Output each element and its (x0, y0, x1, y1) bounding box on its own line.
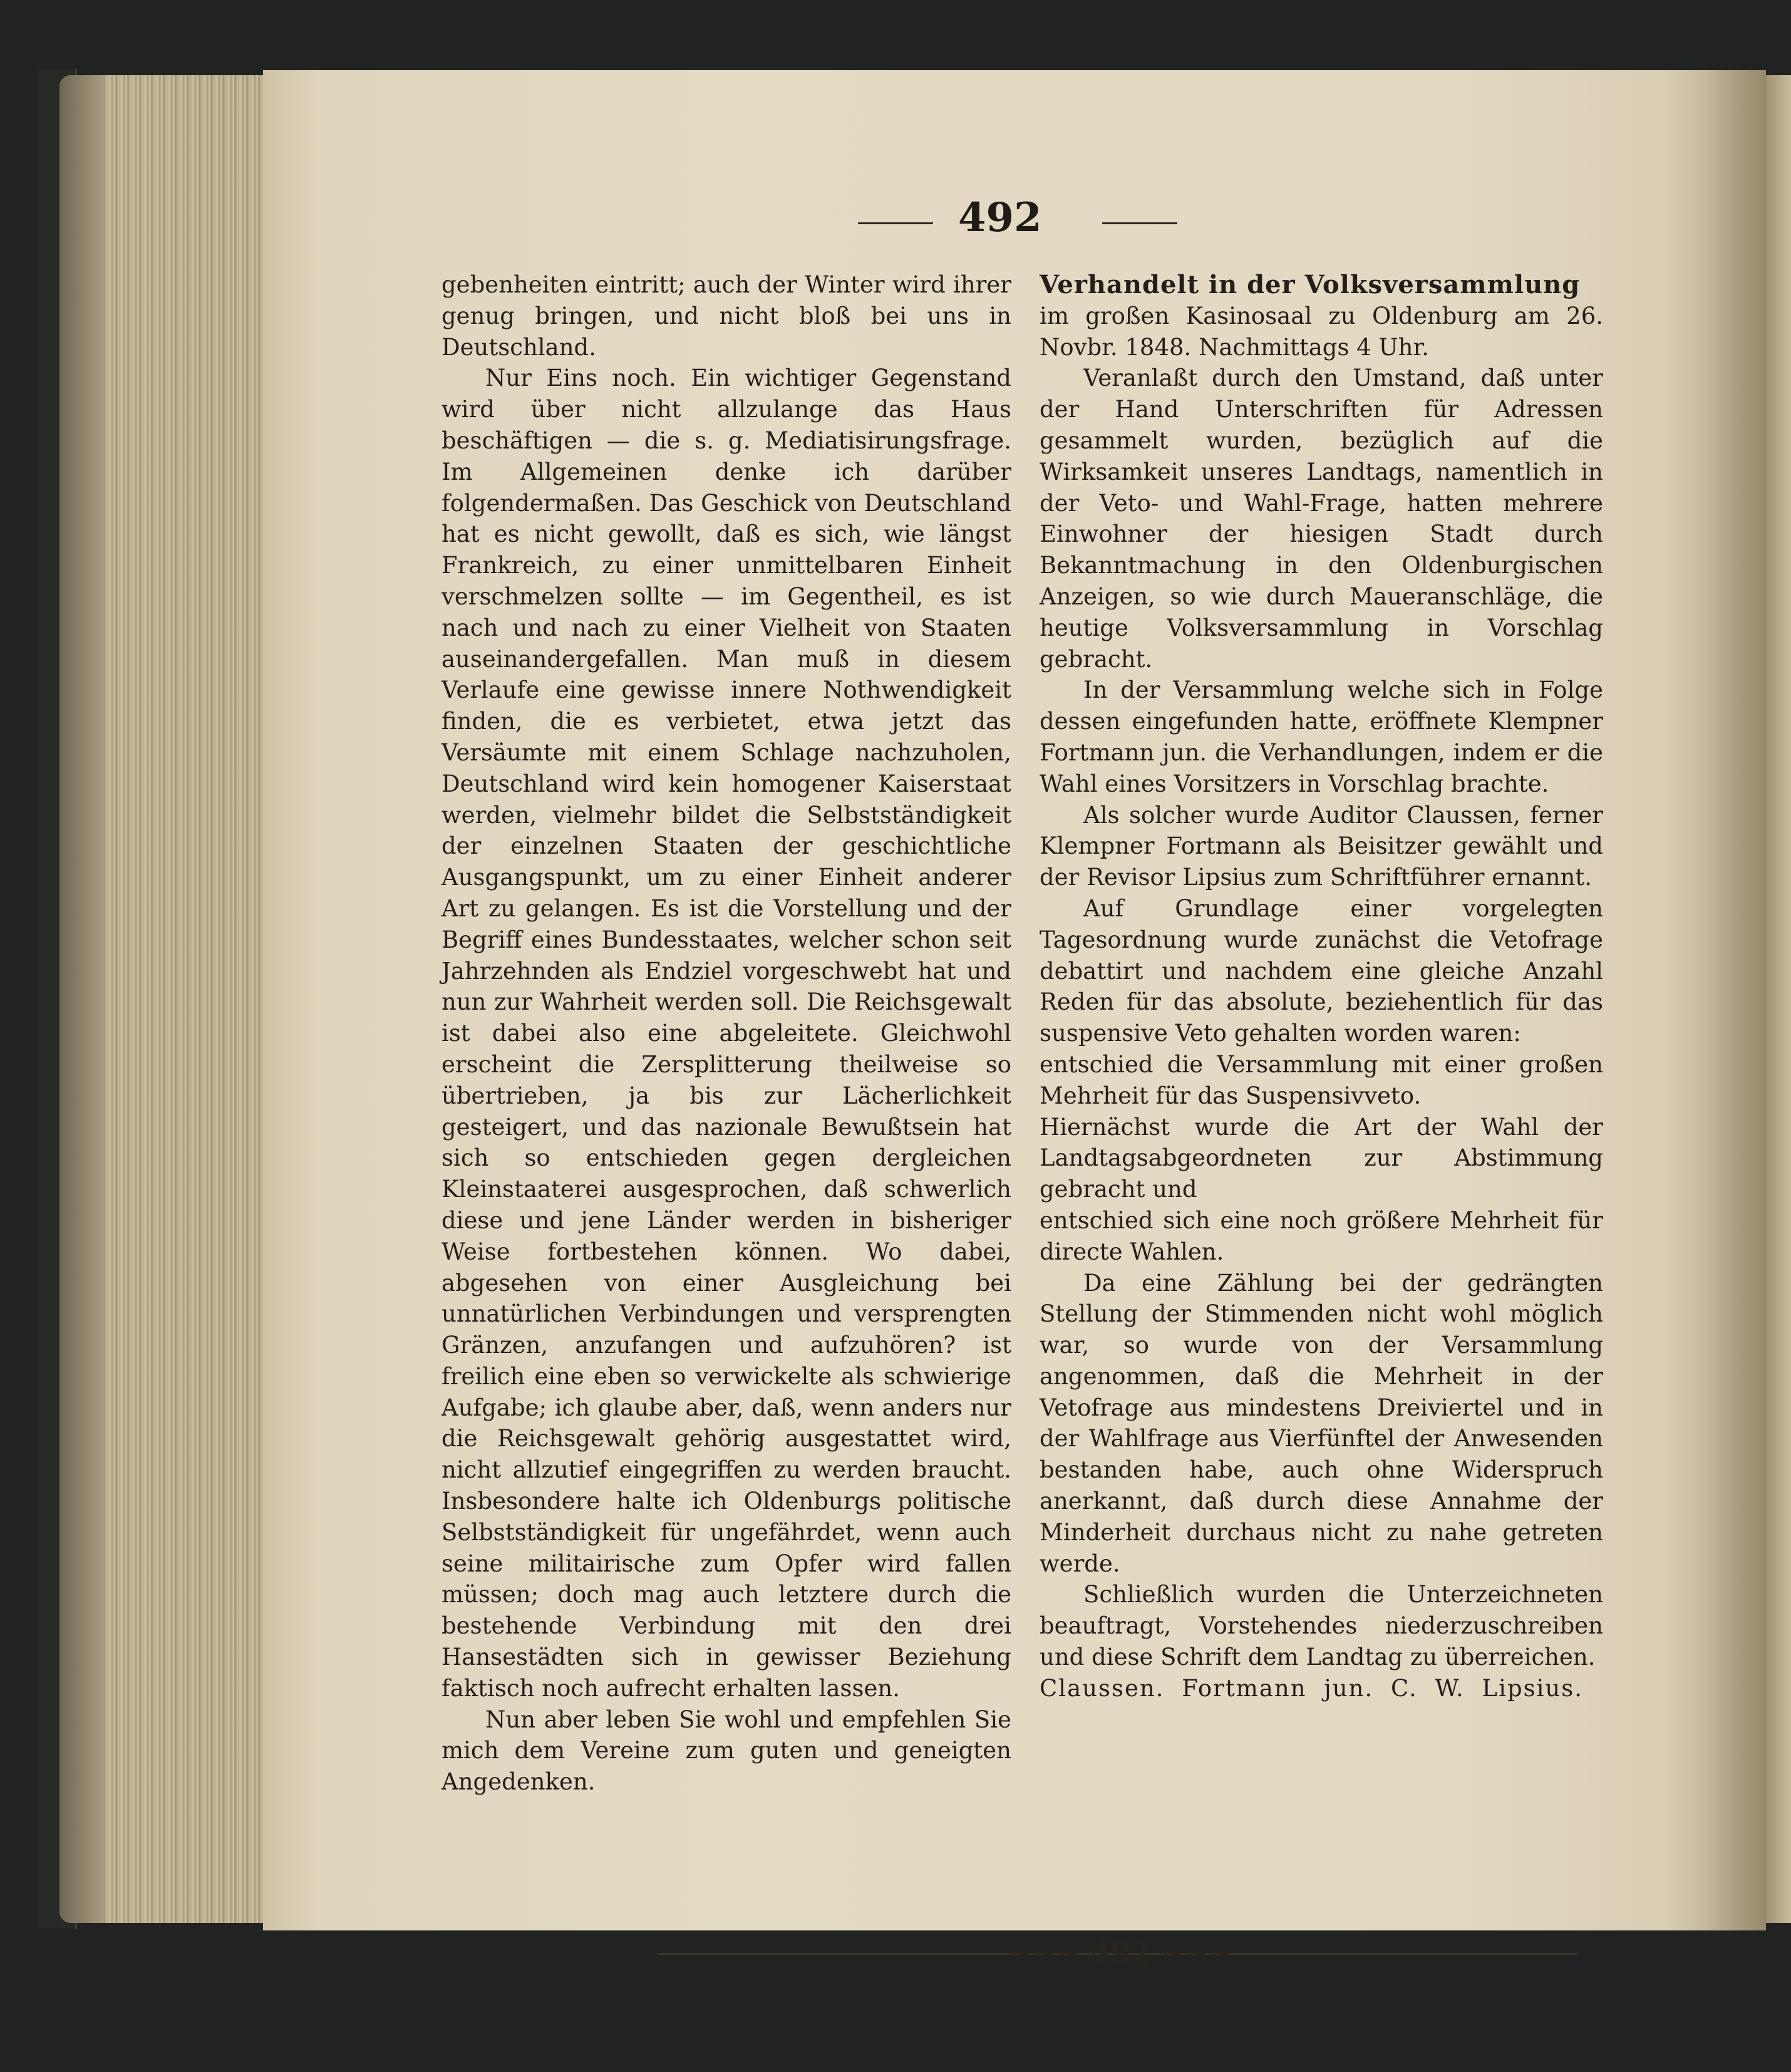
left-column (441, 269, 1011, 1798)
resolution-wahl: entschied sich eine noch größere Mehrheit für directe Wahlen. (1040, 1206, 1603, 1265)
report-paragraph-7: Schließlich wurden die Unterzeichneten beauftragt, Vorstehendes niederzuschreiben und diese Schrift dem Landtag zu überreichen. (1040, 1581, 1603, 1671)
gutter-shadow (1666, 70, 1766, 1930)
report-paragraph-5: Hiernächst wurde die Art der Wahl der Landtagsabgeordneten zur Abstimmung gebracht und (1040, 1113, 1603, 1203)
footer-ornament: ~~~ 492 ~~~ (1008, 1935, 1234, 1969)
report-paragraph-6: Da eine Zählung bei der gedrängten Stellung der Stimmenden nicht wohl möglich war, so wurde von der Versammlung angenommen, daß die Mehrheit in der Vetofrage aus mindestens Dreiviertel und in der Wahlfrage aus Vierfünftel der Anwesenden bestanden habe, auch ohne Widerspruch anerkannt, daß durch diese Annahme der Minderheit durchaus nicht zu nahe getreten werde. (1040, 1269, 1603, 1577)
report-title: Verhandelt in der Volksversammlung (1040, 270, 1581, 299)
signatures: Claussen. Fortmann jun. C. W. Lipsius. (1040, 1674, 1584, 1702)
right-column (1040, 269, 1603, 1704)
report-paragraph-4: Auf Grundlage einer vorgelegten Tagesordnung wurde zunächst die Vetofrage debattirt und nachdem eine gleiche Anzahl Reden für das absolute, beziehentlich für das suspensive Veto gehalten worden waren: (1040, 894, 1603, 1047)
left-paragraph-1: gebenheiten eintritt; auch der Winter wird ihrer genug bringen, und nicht bloß bei uns in Deutschland. (441, 271, 1011, 361)
resolution-veto: entschied die Versammlung mit einer großen Mehrheit für das Suspensivveto. (1040, 1050, 1603, 1109)
header-rule-right (1102, 222, 1177, 224)
header-rule-left (858, 222, 933, 224)
left-paragraph-3: Nun aber leben Sie wohl und empfehlen Sie mich dem Vereine zum guten und geneigten Angedenken. (441, 1706, 1011, 1796)
report-subtitle: im großen Kasinosaal zu Oldenburg am 26. Novbr. 1848. Nachmittags 4 Uhr. (1040, 302, 1603, 361)
page-number: 492 (958, 194, 1042, 241)
page-block-shadow (59, 75, 103, 1923)
left-paragraph-2: Nur Eins noch. Ein wichtiger Gegenstand wird über nicht allzulange das Haus beschäftigen — die s. g. Mediatisirungsfrage. Im Allgemeinen denke ich darüber folgendermaßen. Das Geschick von Deutschland hat es nicht gewollt, daß es sich, wie längst Frankreich, zu einer unmittelbaren Einheit verschmelzen sollte — im Gegentheil, es ist nach und nach zu einer Vielheit von Staaten auseinandergefallen. Man muß in diesem Verlaufe eine gewisse innere Nothwendigkeit finden, die es verbietet, etwa jetzt das Versäumte mit einem Schlage nachzuholen, Deutschland wird kein homogener Kaiserstaat werden, vielmehr bildet die Selbstständigkeit der einzelnen Staaten der geschichtliche Ausgangspunkt, um zu einer Einheit anderer Art zu gelangen. Es ist die Vorstellung und der Begriff eines Bundesstaates, welcher schon seit Jahrzehnden als Endziel vorgeschwebt hat und nun zur Wahrheit werden soll. Die Reichsgewalt ist dabei also eine abgeleitete. Gleichwohl erscheint die Zersplitterung theilweise so übertrieben, ja bis zur Lächerlichkeit gesteigert, und das nazionale Bewußtsein hat sich so entschieden gegen dergleichen Kleinstaaterei ausgesprochen, daß schwerlich diese und jene Länder werden in bisheriger Weise fortbestehen können. Wo dabei, abgesehen von einer Ausgleichung bei unnatürlichen Verbindungen und versprengten Gränzen, anzufangen und aufzuhören? ist freilich eine eben so verwickelte als schwierige Aufgabe; ich glaube aber, daß, wenn anders nur die Reichsgewalt gehörig ausgestattet wird, nicht allzutief eingegriffen zu werden braucht. Insbesondere halte ich Oldenburgs politische Selbstständigkeit für ungefährdet, wenn auch seine militairische zum Opfer wird fallen müssen; doch mag auch letztere durch die bestehende Verbindung mit den drei Hansestädten sich in gewisser Beziehung faktisch noch aufrecht erhalten lassen. (441, 365, 1011, 1702)
report-paragraph-1: Veranlaßt durch den Umstand, daß unter der Hand Unterschriften für Adressen gesammelt wurden, bezüglich auf die Wirksamkeit unseres Landtags, namentlich in der Veto- und Wahl-Frage, hatten mehrere Einwohner der hiesigen Stadt durch Bekanntmachung in den Oldenburgischen Anzeigen, so wie durch Maueranschläge, die heutige Volksversammlung in Vorschlag gebracht. (1040, 365, 1603, 673)
report-paragraph-2: In der Versammlung welche sich in Folge dessen eingefunden hatte, eröffnete Klempner Fortmann jun. die Verhandlungen, indem er die Wahl eines Vorsitzers in Vorschlag brachte. (1040, 676, 1603, 797)
report-paragraph-3: Als solcher wurde Auditor Claussen, ferner Klempner Fortmann als Beisitzer gewählt und der Revisor Lipsius zum Schriftführer ernannt. (1040, 801, 1603, 891)
